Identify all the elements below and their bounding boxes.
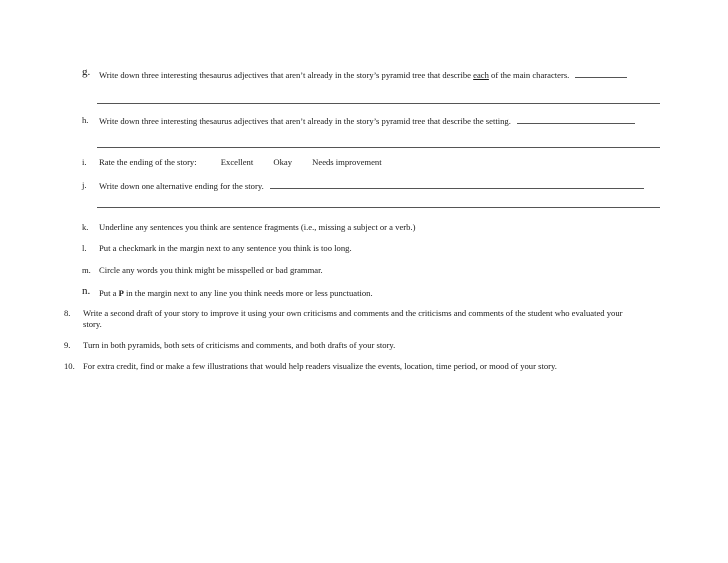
item-g-text: Write down three interesting thesaurus adjectives that aren’t already in the story’s pyramid tree that describe each of the main characters. xyxy=(99,69,627,81)
step-9-text: Turn in both pyramids, both sets of criticisms and comments, and both drafts of your story. xyxy=(83,340,396,350)
item-l-text: Put a checkmark in the margin next to any sentence you think is too long. xyxy=(99,243,352,253)
step-10-marker: 10. xyxy=(64,361,75,371)
item-i-text: Rate the ending of the story: Excellent Okay Needs improvement xyxy=(99,157,382,167)
item-j-text: Write down one alternative ending for the story. xyxy=(99,180,644,192)
item-g-emphasis: each xyxy=(473,70,489,80)
item-n-bold-letter: P xyxy=(118,288,124,298)
item-n-marker: n. xyxy=(82,285,91,297)
item-m-text: Circle any words you think might be misspelled or bad grammar. xyxy=(99,265,323,275)
item-g-answer-blank[interactable] xyxy=(575,69,627,78)
item-m-marker: m. xyxy=(82,265,91,275)
item-k-text: Underline any sentences you think are sentence fragments (i.e., missing a subject or a verb.) xyxy=(99,222,416,232)
item-h-marker: h. xyxy=(82,115,89,125)
rating-option-okay[interactable]: Okay xyxy=(273,157,293,167)
step-8-marker: 8. xyxy=(64,308,71,318)
item-n-text: Put a P in the margin next to any line you think needs more or less punctuation. xyxy=(99,288,373,298)
item-l-marker: l. xyxy=(82,243,87,253)
item-g-marker: g. xyxy=(82,66,91,78)
item-g-answer-line[interactable] xyxy=(97,103,660,104)
step-9-marker: 9. xyxy=(64,340,71,350)
rating-option-excellent[interactable]: Excellent xyxy=(220,157,254,167)
item-h-answer-blank[interactable] xyxy=(517,115,635,124)
item-i-marker: i. xyxy=(82,157,87,167)
step-8-text-line-1: Write a second draft of your story to improve it using your own criticisms and comments and the criticisms and comments of the student who evaluated your xyxy=(83,308,623,318)
item-h-text: Write down three interesting thesaurus adjectives that aren’t already in the story’s pyramid tree that describe the setting. xyxy=(99,115,635,127)
step-8-text-line-2: story. xyxy=(83,319,102,329)
item-j-answer-blank[interactable] xyxy=(270,180,644,189)
item-h-answer-line[interactable] xyxy=(97,147,660,148)
rating-option-needs-improvement[interactable]: Needs improvement xyxy=(312,157,382,167)
item-k-marker: k. xyxy=(82,222,89,232)
item-j-answer-line[interactable] xyxy=(97,207,660,208)
step-10-text: For extra credit, find or make a few illustrations that would help readers visualize the events, location, time period, or mood of your story. xyxy=(83,361,557,371)
item-j-marker: j. xyxy=(82,180,87,190)
